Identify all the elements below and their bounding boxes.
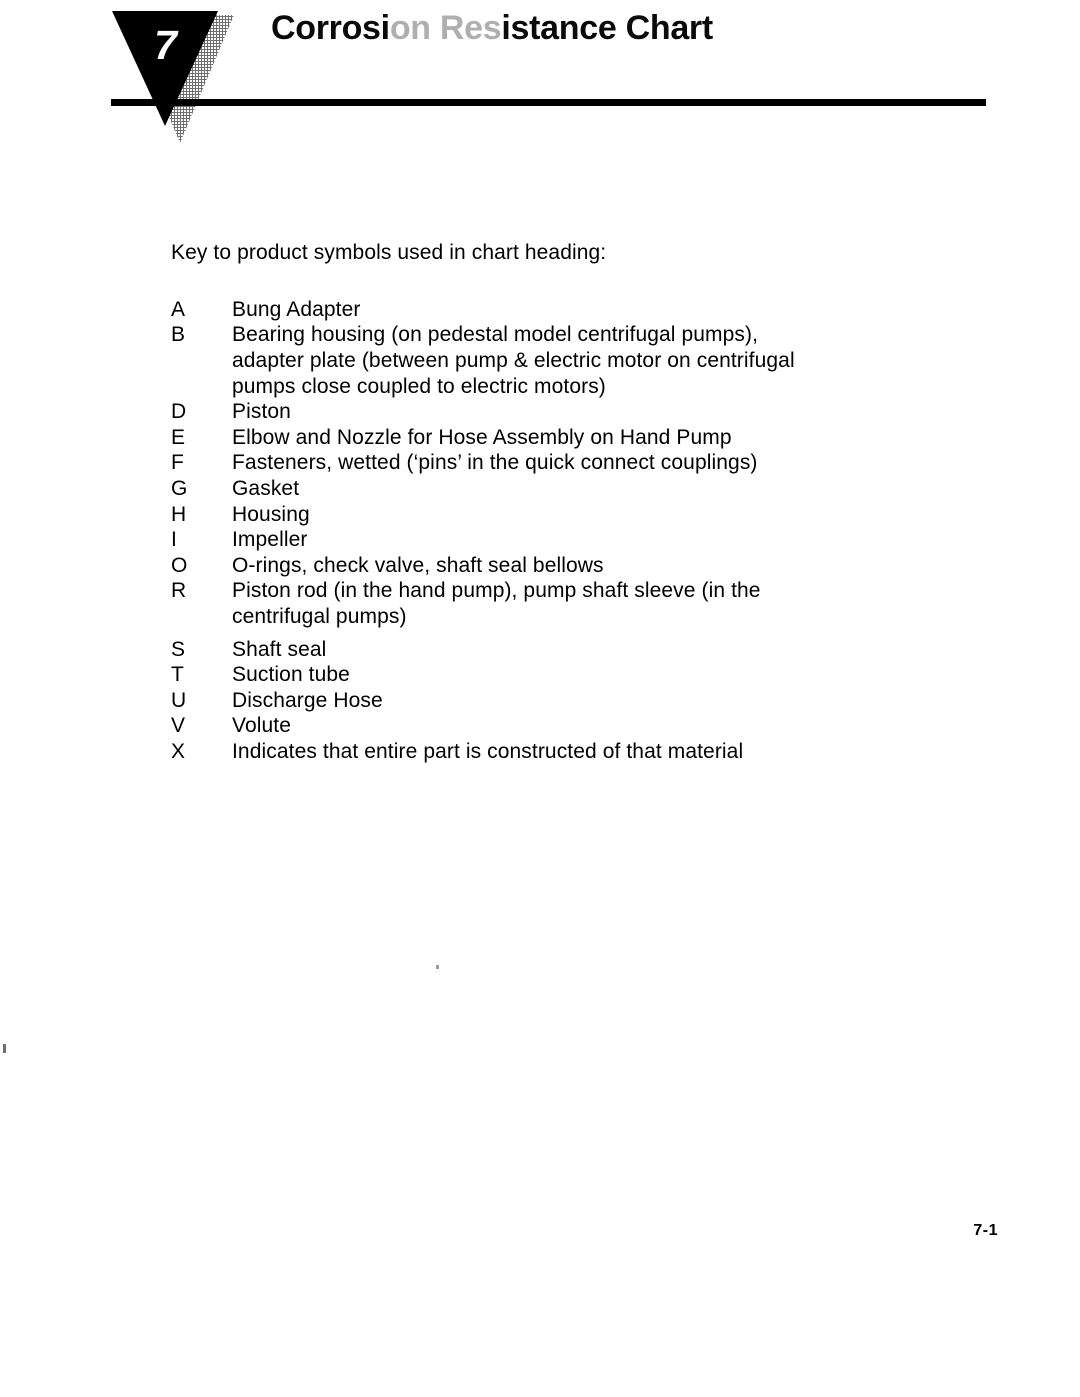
key-description: Bung Adapter	[232, 297, 361, 321]
key-symbol: F	[171, 451, 184, 475]
key-list-item	[171, 662, 961, 688]
key-description: Elbow and Nozzle for Hose Assembly on Hand Pump	[232, 425, 732, 449]
key-list-item	[171, 322, 961, 399]
key-description: Fasteners, wetted (‘pins’ in the quick connect couplings)	[232, 451, 758, 475]
key-description: Suction tube	[232, 663, 350, 687]
key-symbol: V	[171, 714, 186, 738]
key-description: Indicates that entire part is constructed of that material	[232, 739, 744, 763]
key-list-item	[171, 688, 961, 714]
key-intro-text: Key to product symbols used in chart heading:	[171, 241, 607, 264]
key-description: Housing	[232, 502, 310, 526]
chapter-number: 7	[154, 22, 176, 68]
key-description: O-rings, check valve, shaft seal bellows	[232, 553, 604, 577]
key-list-item	[171, 739, 961, 765]
key-description: Gasket	[232, 477, 300, 501]
key-list-item	[171, 297, 961, 323]
key-symbol: S	[171, 637, 186, 661]
key-description: Volute	[232, 714, 291, 738]
key-symbol: E	[171, 425, 186, 449]
page-title	[271, 9, 713, 48]
key-symbol: U	[171, 688, 187, 712]
key-description: Shaft seal	[232, 637, 327, 661]
key-list-item	[171, 553, 961, 579]
key-symbol: O	[171, 553, 188, 577]
key-symbol: T	[171, 663, 184, 687]
page-number: 7-1	[973, 1222, 998, 1239]
chapter-marker	[112, 11, 220, 139]
key-list-item	[171, 450, 961, 476]
scan-artifact-speck	[3, 1044, 6, 1053]
key-description: Impeller	[232, 528, 308, 552]
key-description: Piston rod (in the hand pump), pump shaft sleeve (in the centrifugal pumps)	[232, 579, 761, 628]
key-symbol: R	[171, 579, 187, 603]
key-symbol: A	[171, 297, 186, 321]
key-list-item	[171, 527, 961, 553]
key-list-item	[171, 578, 961, 629]
key-list-item	[171, 502, 961, 528]
key-list-item	[171, 637, 961, 663]
key-symbol: G	[171, 477, 188, 501]
key-list-item	[171, 399, 961, 425]
key-description: Bearing housing (on pedestal model centrifugal pumps), adapter plate (between pump & electric motor on centrifugal pumps close coupled to electric motors)	[232, 323, 795, 398]
key-description: Piston	[232, 400, 291, 424]
key-list-item	[171, 476, 961, 502]
key-symbol: I	[171, 528, 177, 552]
key-symbol: B	[171, 323, 186, 347]
page-title-faded: on Res	[389, 9, 502, 47]
key-symbol: H	[171, 502, 187, 526]
key-symbol: D	[171, 400, 187, 424]
page-title-suffix: istance Chart	[501, 9, 713, 47]
key-symbol-list	[171, 297, 961, 765]
key-list-item	[171, 425, 961, 451]
page-content	[171, 240, 961, 765]
key-description: Discharge Hose	[232, 688, 383, 712]
header-divider	[111, 99, 986, 106]
key-list-item	[171, 713, 961, 739]
page-header	[0, 0, 1080, 150]
scan-artifact-speck	[436, 965, 439, 969]
page-title-prefix: Corrosi	[271, 9, 390, 47]
key-symbol: X	[171, 739, 186, 763]
